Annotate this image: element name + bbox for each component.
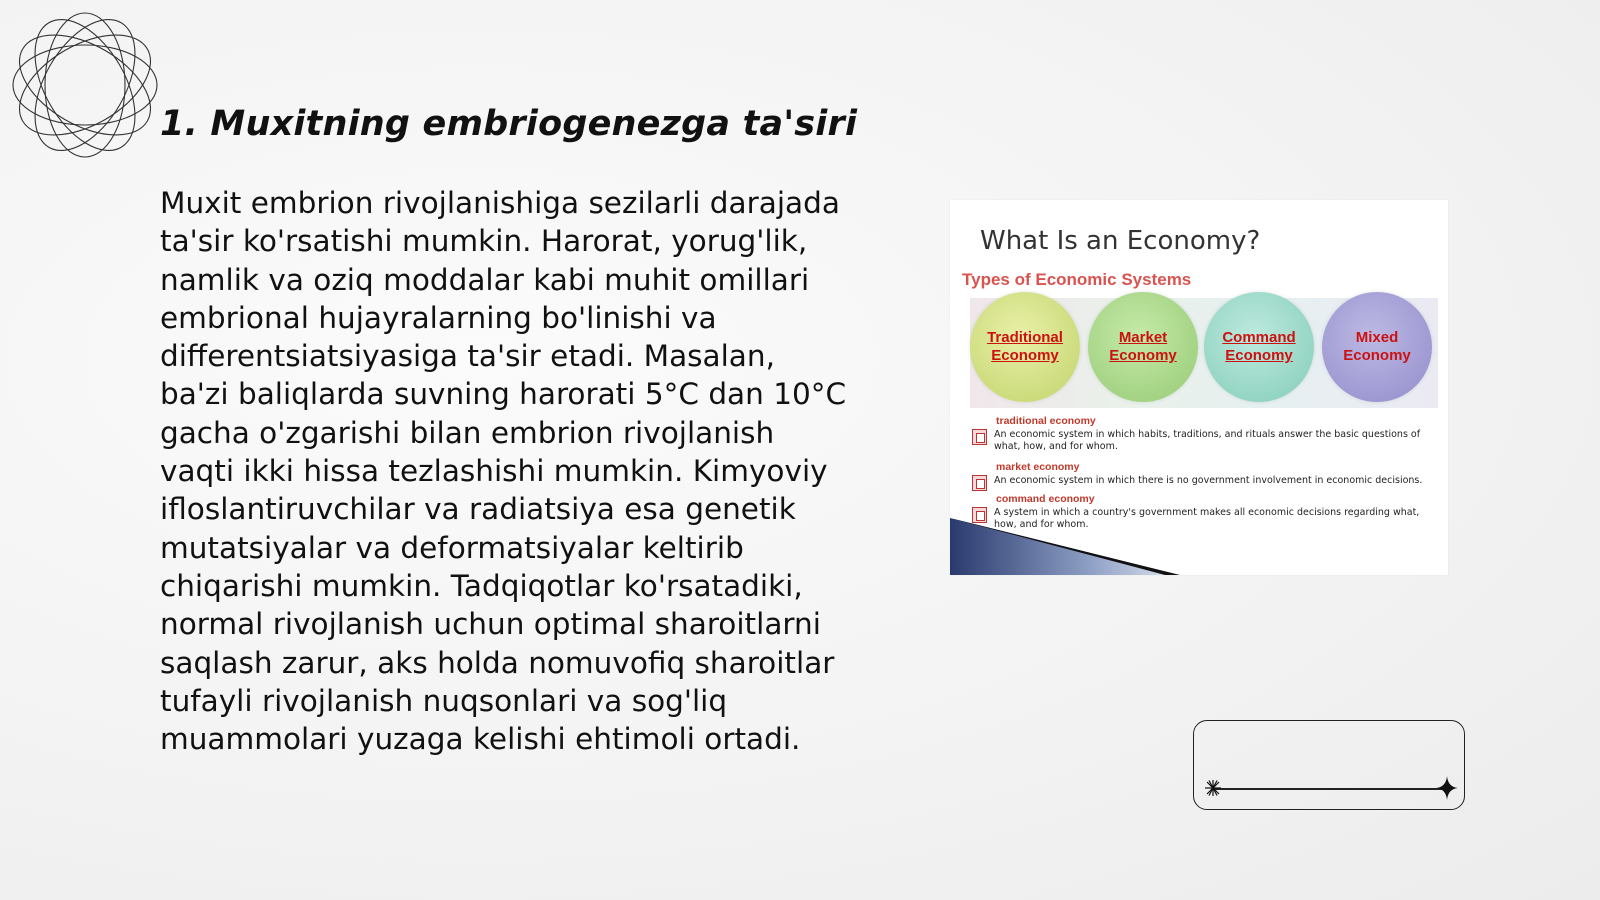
- starburst-icon: [1204, 779, 1222, 797]
- definition-term: market economy: [996, 461, 1080, 473]
- slide-title: 1. Muxitning embriogenezga ta'siri: [160, 104, 858, 144]
- definition-text: A system in which a country's government makes all economic decisions regarding what, how, and for whom.: [994, 507, 1420, 530]
- inset-subtitle: Types of Economic Systems: [962, 270, 1192, 289]
- definition-text: An economic system in which there is no government involvement in economic decisions.: [994, 475, 1423, 486]
- circle-label: Market Economy: [1109, 329, 1177, 364]
- circle-label: Mixed Economy: [1343, 329, 1411, 364]
- circle-command-economy: [1204, 292, 1314, 402]
- callout-frame: [1193, 720, 1465, 810]
- corner-wedge-decoration: [950, 518, 1448, 575]
- book-icon: [972, 429, 987, 445]
- callout-divider: [1212, 788, 1444, 790]
- circle-market-economy: [1088, 292, 1198, 402]
- slide-body-text: Muxit embrion rivojlanishiga sezilarli darajada ta'sir ko'rsatishi mumkin. Harorat, yorug'lik, namlik va oziq moddalar kabi muhit omillari embrional hujayralarning bo'linishi va differentsiatsiyasiga ta'sir etadi. Masalan, ba'zi baliqlarda suvning harorati 5°C dan 10°C gacha o'zgarishi bilan embrion rivojlanish vaqti ikki hissa tezlashishi mumkin. Kimyoviy ifloslantiruvchilar va radiatsiya esa genetik mutatsiyalar va deformatsiyalar keltirib chiqarishi mumkin. Tadqiqotlar ko'rsatadiki, normal rivojlanish uchun optimal sharoitlarni saqlash zarur, aks holda nomuvofiq sharoitlar tufayli rivojlanish nuqsonlari va sog'liq muammolari yuzaga kelishi ehtimoli ortadi.: [160, 186, 847, 757]
- inset-title: What Is an Economy?: [980, 226, 1261, 256]
- definition-text: An economic system in which habits, traditions, and rituals answer the basic questions of what, how, and for whom.: [994, 429, 1421, 452]
- definition-term: command economy: [996, 493, 1095, 505]
- four-point-star-icon: [1436, 776, 1458, 800]
- circle-traditional-economy: [970, 292, 1080, 402]
- economy-inset-image: [950, 200, 1448, 575]
- circle-loop-ornament-icon: [10, 10, 160, 160]
- book-icon: [972, 475, 987, 491]
- circle-label: Command Economy: [1222, 329, 1296, 364]
- circle-mixed-economy: [1322, 292, 1432, 402]
- circle-label: Traditional Economy: [987, 329, 1063, 364]
- definition-term: traditional economy: [996, 415, 1096, 427]
